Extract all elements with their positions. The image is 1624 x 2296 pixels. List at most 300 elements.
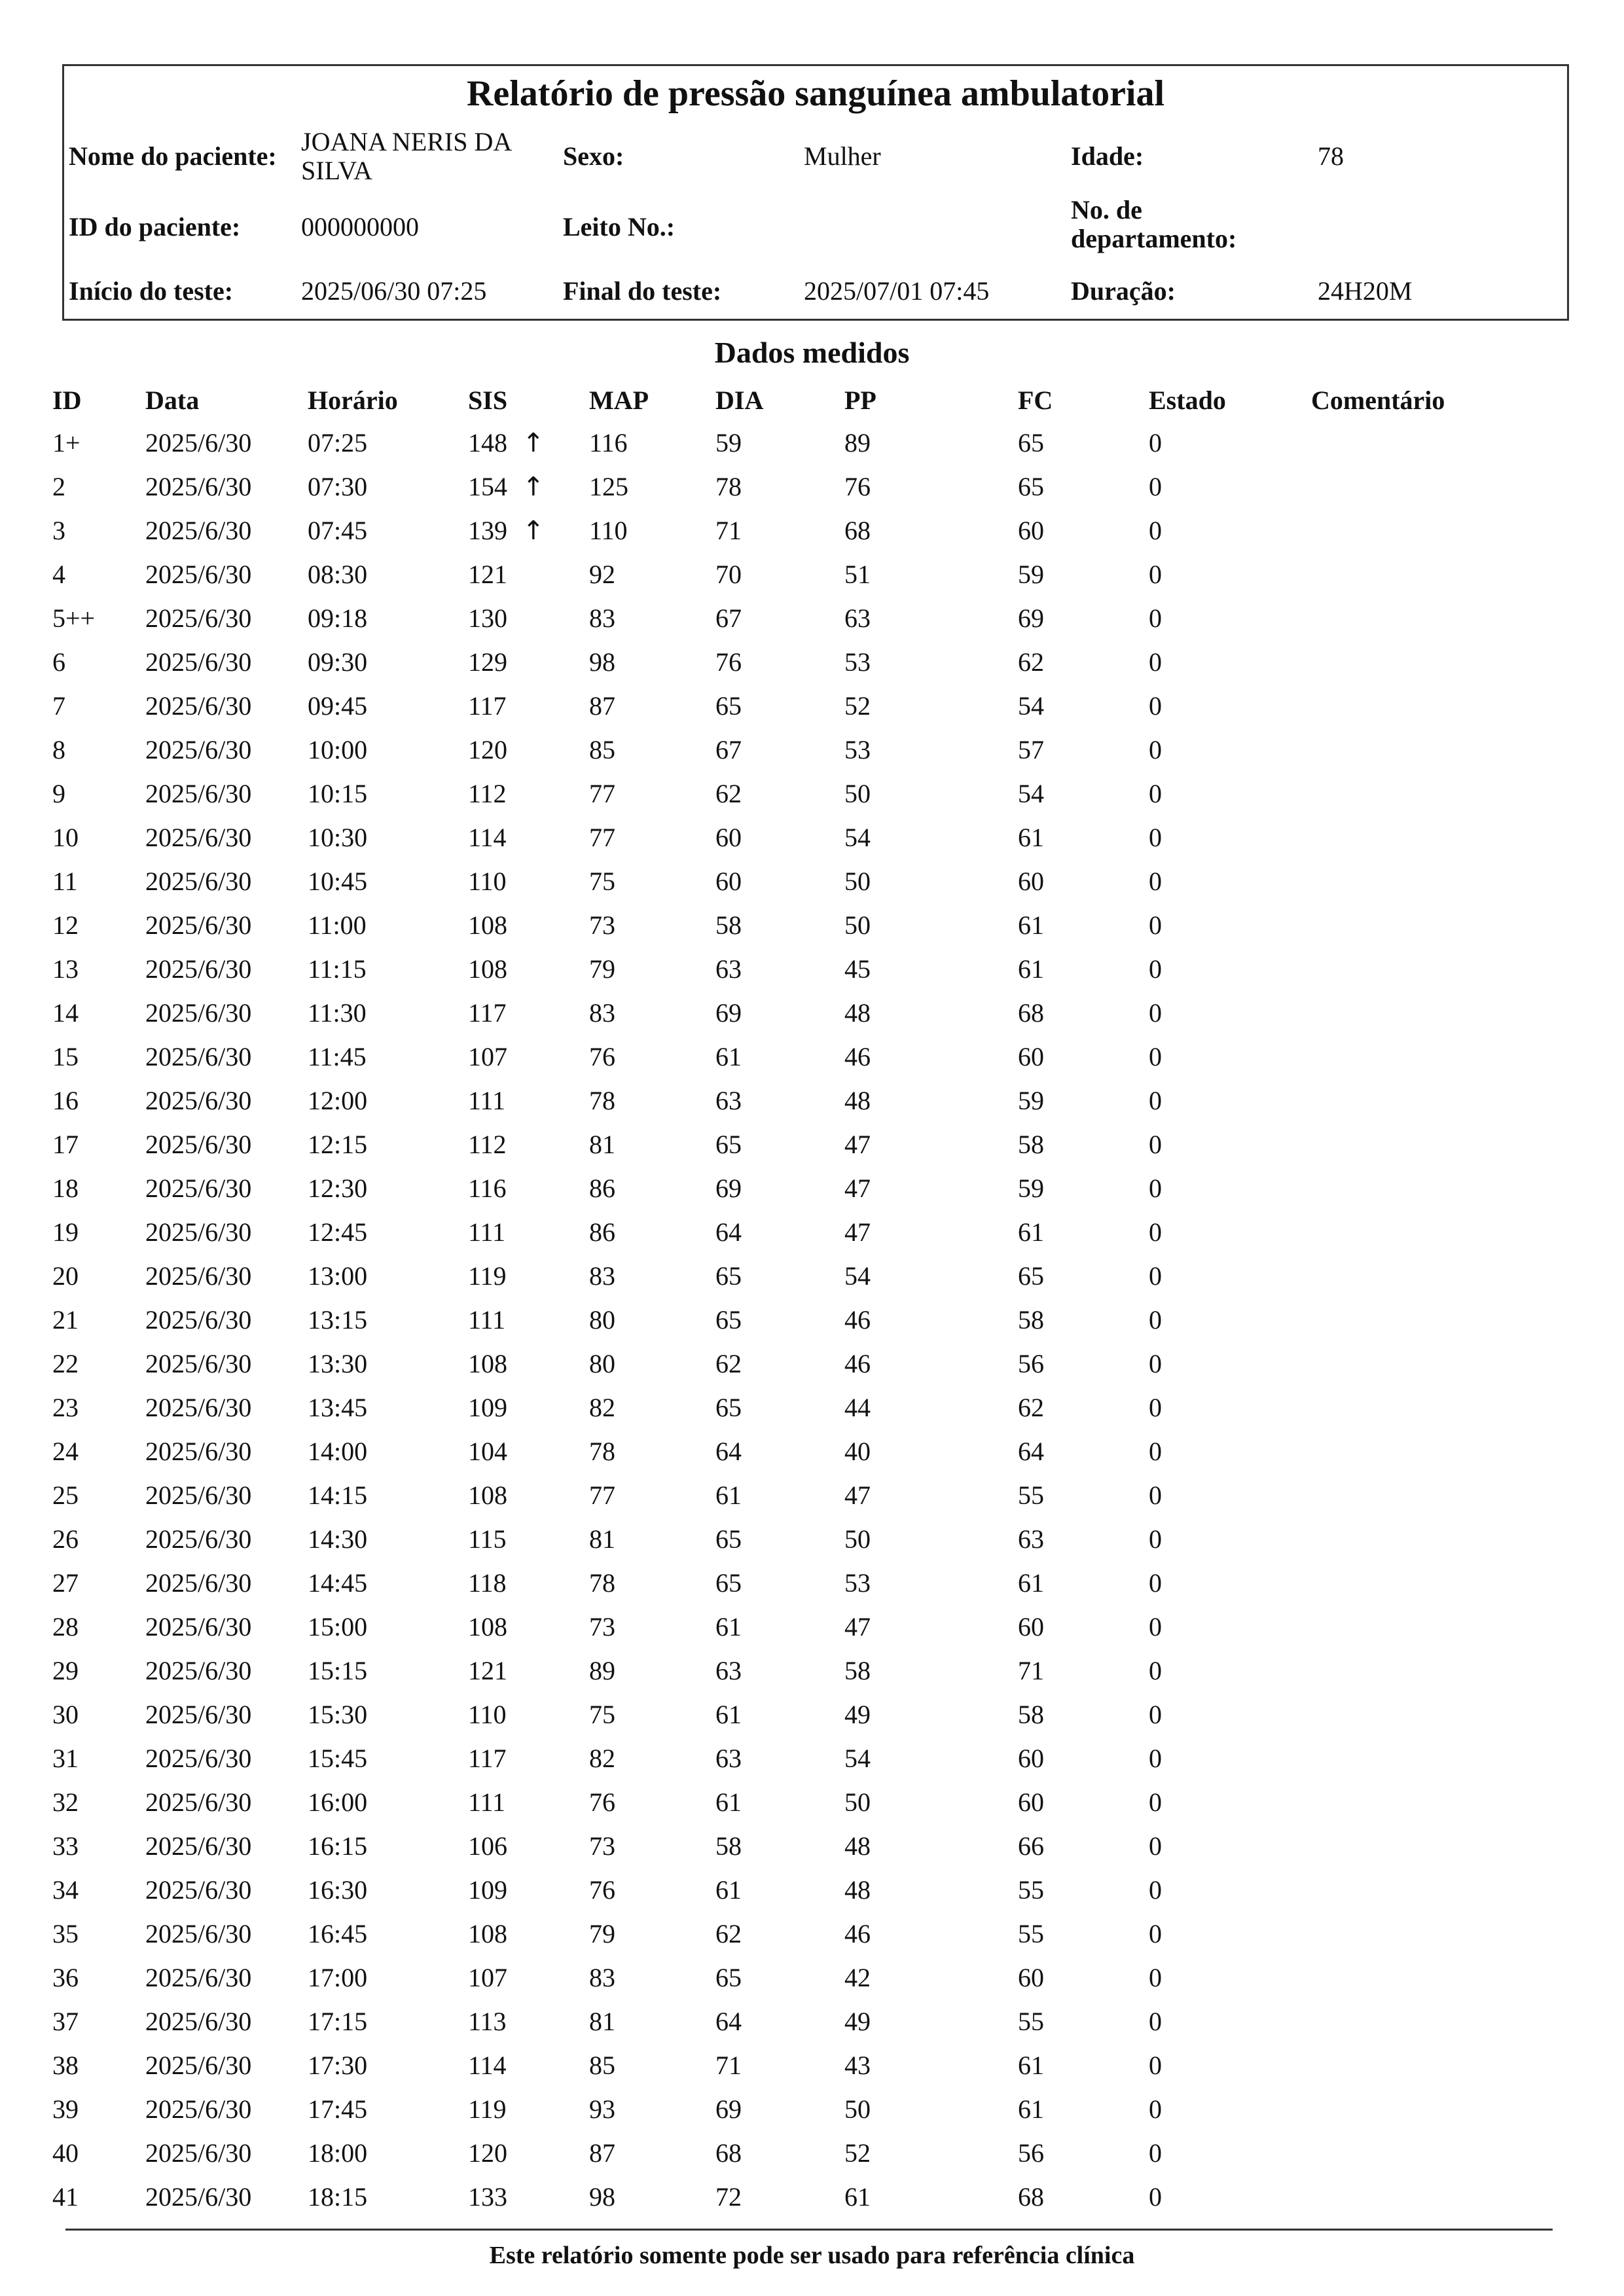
cell-fc: 61 [1018,910,1044,940]
cell-map: 98 [589,647,615,677]
test-start-value: 2025/06/30 07:25 [301,276,487,306]
cell-id: 3 [52,516,65,545]
cell-fc: 61 [1018,2094,1044,2124]
cell-dia: 64 [715,2007,742,2036]
cell-dia: 67 [715,603,742,633]
cell-date: 2025/6/30 [145,735,252,764]
cell-id: 16 [52,1086,79,1115]
cell-fc: 60 [1018,1963,1044,1992]
cell-time: 14:15 [308,1480,368,1510]
cell-pp: 43 [844,2051,871,2080]
cell-time: 09:30 [308,647,368,677]
cell-id: 1+ [52,428,81,457]
duration-label: Duração: [1071,276,1176,306]
cell-pp: 63 [844,603,871,633]
cell-pp: 50 [844,1787,871,1817]
cell-id: 11 [52,867,78,896]
cell-map: 87 [589,2138,615,2168]
cell-time: 11:30 [308,998,367,1028]
cell-date: 2025/6/30 [145,1831,252,1861]
cell-time: 11:15 [308,954,367,984]
cell-state: 0 [1149,1787,1162,1817]
department-label-line2: departamento: [1071,224,1237,253]
cell-fc: 62 [1018,647,1044,677]
cell-id: 38 [52,2051,79,2080]
cell-sis: 117 [468,691,507,721]
cell-state: 0 [1149,560,1162,589]
cell-fc: 68 [1018,2182,1044,2212]
cell-dia: 71 [715,2051,742,2080]
cell-sis: 109 [468,1875,507,1905]
cell-time: 11:00 [308,910,367,940]
cell-time: 11:45 [308,1042,367,1071]
table-row [0,909,1624,953]
high-value-arrow-icon: ↑ [522,472,545,502]
cell-dia: 63 [715,1744,742,1773]
cell-map: 81 [589,1130,615,1159]
cell-state: 0 [1149,1217,1162,1247]
cell-map: 87 [589,691,615,721]
cell-dia: 69 [715,2094,742,2124]
cell-sis: 111 [468,1787,506,1817]
cell-map: 75 [589,867,615,896]
cell-map: 93 [589,2094,615,2124]
table-row [0,2137,1624,2181]
cell-dia: 69 [715,1174,742,1203]
cell-pp: 48 [844,1086,871,1115]
cell-dia: 72 [715,2182,742,2212]
footer-disclaimer: Este relatório somente pode ser usado para referência clínica [489,2242,1135,2269]
cell-date: 2025/6/30 [145,1086,252,1115]
column-header-pp: PP [844,386,876,415]
cell-state: 0 [1149,1875,1162,1905]
table-row [0,558,1624,602]
sex-label: Sexo: [563,141,624,171]
cell-pp: 53 [844,735,871,764]
column-header-date: Data [145,386,200,415]
cell-dia: 61 [715,1612,742,1641]
cell-time: 12:45 [308,1217,368,1247]
cell-dia: 69 [715,998,742,1028]
cell-map: 83 [589,998,615,1028]
cell-id: 30 [52,1700,79,1729]
cell-map: 116 [589,428,628,457]
table-row [0,997,1624,1041]
cell-date: 2025/6/30 [145,1305,252,1335]
cell-time: 15:45 [308,1744,368,1773]
cell-pp: 47 [844,1130,871,1159]
column-header-comment: Comentário [1311,386,1445,415]
cell-date: 2025/6/30 [145,2182,252,2212]
cell-sis: 117 [468,1744,507,1773]
cell-state: 0 [1149,1393,1162,1422]
cell-map: 125 [589,472,628,501]
cell-id: 25 [52,1480,79,1510]
cell-sis: 112 [468,1130,507,1159]
cell-date: 2025/6/30 [145,1919,252,1948]
cell-id: 5++ [52,603,96,633]
cell-map: 76 [589,1042,615,1071]
cell-id: 36 [52,1963,79,1992]
table-row [0,1216,1624,1260]
cell-dia: 68 [715,2138,742,2168]
cell-dia: 65 [715,1305,742,1335]
table-row [0,778,1624,821]
cell-time: 18:00 [308,2138,368,2168]
cell-id: 10 [52,823,79,852]
cell-dia: 63 [715,954,742,984]
cell-sis: 115 [468,1524,507,1554]
cell-map: 89 [589,1656,615,1685]
cell-time: 08:30 [308,560,368,589]
cell-pp: 46 [844,1042,871,1071]
cell-pp: 53 [844,647,871,677]
patient-name-label: Nome do paciente: [69,141,277,171]
cell-pp: 54 [844,1261,871,1291]
cell-sis: 111 [468,1305,506,1335]
cell-dia: 64 [715,1437,742,1466]
cell-sis: 111 [468,1086,506,1115]
table-row [0,1304,1624,1348]
cell-state: 0 [1149,472,1162,501]
cell-time: 12:30 [308,1174,368,1203]
cell-sis: 108 [468,1480,507,1510]
cell-fc: 54 [1018,779,1044,808]
cell-state: 0 [1149,1700,1162,1729]
cell-time: 12:00 [308,1086,368,1115]
cell-time: 10:15 [308,779,368,808]
cell-time: 07:45 [308,516,368,545]
cell-state: 0 [1149,1305,1162,1335]
table-row [0,1874,1624,1918]
cell-sis: 113 [468,2007,507,2036]
table-row [0,1128,1624,1172]
cell-dia: 65 [715,1524,742,1554]
cell-time: 13:45 [308,1393,368,1422]
cell-time: 13:30 [308,1349,368,1378]
cell-pp: 52 [844,2138,871,2168]
cell-id: 32 [52,1787,79,1817]
cell-sis: 117 [468,998,507,1028]
cell-time: 17:15 [308,2007,368,2036]
cell-id: 35 [52,1919,79,1948]
cell-fc: 60 [1018,1744,1044,1773]
cell-pp: 47 [844,1480,871,1510]
cell-sis: 111 [468,1217,506,1247]
cell-id: 17 [52,1130,79,1159]
patient-id-value: 000000000 [301,212,419,242]
cell-id: 29 [52,1656,79,1685]
cell-id: 15 [52,1042,79,1071]
cell-date: 2025/6/30 [145,2051,252,2080]
footer-divider [65,2229,1553,2231]
cell-state: 0 [1149,1042,1162,1071]
cell-map: 83 [589,1963,615,1992]
table-row [0,1655,1624,1698]
cell-map: 80 [589,1349,615,1378]
cell-fc: 56 [1018,1349,1044,1378]
cell-date: 2025/6/30 [145,779,252,808]
cell-date: 2025/6/30 [145,998,252,1028]
cell-id: 39 [52,2094,79,2124]
cell-dia: 60 [715,867,742,896]
cell-fc: 61 [1018,823,1044,852]
cell-pp: 42 [844,1963,871,1992]
cell-state: 0 [1149,735,1162,764]
cell-date: 2025/6/30 [145,1174,252,1203]
cell-sis: 116 [468,1174,507,1203]
cell-state: 0 [1149,998,1162,1028]
cell-id: 27 [52,1568,79,1598]
cell-state: 0 [1149,1612,1162,1641]
cell-dia: 59 [715,428,742,457]
cell-time: 14:00 [308,1437,368,1466]
cell-map: 75 [589,1700,615,1729]
cell-pp: 46 [844,1305,871,1335]
cell-map: 81 [589,1524,615,1554]
cell-map: 110 [589,516,628,545]
table-row [0,1742,1624,1786]
cell-sis: 130 [468,603,507,633]
column-header-dia: DIA [715,386,764,415]
cell-sis: 121 [468,1656,507,1685]
table-row [0,1041,1624,1085]
cell-map: 73 [589,1831,615,1861]
cell-time: 13:00 [308,1261,368,1291]
cell-map: 78 [589,1437,615,1466]
cell-time: 18:15 [308,2182,368,2212]
cell-date: 2025/6/30 [145,1261,252,1291]
cell-date: 2025/6/30 [145,516,252,545]
cell-pp: 44 [844,1393,871,1422]
table-row [0,1698,1624,1742]
cell-map: 73 [589,910,615,940]
cell-map: 76 [589,1875,615,1905]
cell-sis: 110 [468,867,507,896]
table-row [0,1567,1624,1611]
cell-time: 12:15 [308,1130,368,1159]
cell-date: 2025/6/30 [145,823,252,852]
cell-date: 2025/6/30 [145,1524,252,1554]
cell-id: 26 [52,1524,79,1554]
table-row [0,1962,1624,2005]
cell-state: 0 [1149,910,1162,940]
cell-state: 0 [1149,1656,1162,1685]
cell-pp: 50 [844,867,871,896]
cell-date: 2025/6/30 [145,691,252,721]
age-label: Idade: [1071,141,1144,171]
cell-id: 14 [52,998,79,1028]
cell-time: 17:45 [308,2094,368,2124]
cell-pp: 54 [844,823,871,852]
cell-sis: 110 [468,1700,507,1729]
cell-id: 34 [52,1875,79,1905]
cell-pp: 46 [844,1349,871,1378]
cell-sis: 106 [468,1831,507,1861]
table-row [0,2093,1624,2137]
table-row [0,1830,1624,1874]
cell-time: 17:30 [308,2051,368,2080]
high-value-arrow-icon: ↑ [522,428,545,458]
cell-id: 18 [52,1174,79,1203]
column-header-fc: FC [1018,386,1053,415]
cell-state: 0 [1149,603,1162,633]
cell-date: 2025/6/30 [145,954,252,984]
table-row [0,953,1624,997]
cell-pp: 48 [844,998,871,1028]
cell-dia: 76 [715,647,742,677]
cell-pp: 58 [844,1656,871,1685]
cell-pp: 45 [844,954,871,984]
cell-map: 82 [589,1393,615,1422]
cell-pp: 68 [844,516,871,545]
cell-fc: 69 [1018,603,1044,633]
cell-id: 19 [52,1217,79,1247]
cell-id: 23 [52,1393,79,1422]
cell-id: 33 [52,1831,79,1861]
cell-state: 0 [1149,1568,1162,1598]
cell-map: 86 [589,1174,615,1203]
cell-sis: 154 [468,472,507,501]
patient-name-value-line2: SILVA [301,156,372,185]
cell-time: 16:00 [308,1787,368,1817]
cell-state: 0 [1149,1744,1162,1773]
table-row [0,2005,1624,2049]
cell-id: 41 [52,2182,79,2212]
cell-map: 81 [589,2007,615,2036]
cell-dia: 65 [715,1261,742,1291]
cell-fc: 60 [1018,1787,1044,1817]
table-row [0,1523,1624,1567]
cell-id: 31 [52,1744,79,1773]
cell-date: 2025/6/30 [145,560,252,589]
cell-time: 16:15 [308,1831,368,1861]
cell-state: 0 [1149,647,1162,677]
cell-map: 79 [589,954,615,984]
cell-time: 14:45 [308,1568,368,1598]
cell-time: 14:30 [308,1524,368,1554]
cell-state: 0 [1149,1524,1162,1554]
cell-pp: 47 [844,1217,871,1247]
cell-date: 2025/6/30 [145,2094,252,2124]
cell-date: 2025/6/30 [145,603,252,633]
cell-date: 2025/6/30 [145,2138,252,2168]
cell-dia: 65 [715,1393,742,1422]
cell-state: 0 [1149,1086,1162,1115]
cell-pp: 89 [844,428,871,457]
cell-sis: 120 [468,735,507,764]
report-title: Relatório de pressão sanguínea ambulatorial [466,73,1165,114]
table-row [0,1918,1624,1962]
cell-pp: 61 [844,2182,871,2212]
cell-state: 0 [1149,823,1162,852]
cell-time: 10:30 [308,823,368,852]
cell-fc: 57 [1018,735,1044,764]
cell-id: 12 [52,910,79,940]
cell-id: 4 [52,560,65,589]
table-row [0,646,1624,690]
cell-dia: 62 [715,1349,742,1378]
cell-sis: 148 [468,428,507,457]
cell-dia: 58 [715,1831,742,1861]
test-end-value: 2025/07/01 07:45 [804,276,990,306]
cell-date: 2025/6/30 [145,1042,252,1071]
table-row [0,602,1624,646]
cell-date: 2025/6/30 [145,1787,252,1817]
cell-pp: 48 [844,1875,871,1905]
cell-state: 0 [1149,691,1162,721]
cell-fc: 55 [1018,1480,1044,1510]
cell-pp: 46 [844,1919,871,1948]
cell-state: 0 [1149,779,1162,808]
cell-sis: 114 [468,823,507,852]
cell-pp: 54 [844,1744,871,1773]
cell-dia: 71 [715,516,742,545]
cell-fc: 59 [1018,1174,1044,1203]
cell-fc: 58 [1018,1130,1044,1159]
cell-time: 13:15 [308,1305,368,1335]
cell-time: 10:45 [308,867,368,896]
cell-fc: 60 [1018,516,1044,545]
table-row [0,2049,1624,2093]
cell-sis: 118 [468,1568,507,1598]
cell-state: 0 [1149,2007,1162,2036]
cell-time: 16:45 [308,1919,368,1948]
table-row [0,1085,1624,1128]
cell-date: 2025/6/30 [145,1875,252,1905]
cell-id: 28 [52,1612,79,1641]
cell-sis: 119 [468,2094,507,2124]
cell-fc: 65 [1018,472,1044,501]
cell-id: 40 [52,2138,79,2168]
cell-state: 0 [1149,2094,1162,2124]
cell-fc: 55 [1018,1919,1044,1948]
cell-date: 2025/6/30 [145,1437,252,1466]
cell-dia: 65 [715,1963,742,1992]
measured-data-title: Dados medidos [714,336,910,369]
table-row [0,2181,1624,2225]
cell-sis: 129 [468,647,507,677]
cell-fc: 58 [1018,1700,1044,1729]
age-value: 78 [1318,141,1344,171]
cell-date: 2025/6/30 [145,1656,252,1685]
cell-pp: 48 [844,1831,871,1861]
cell-sis: 107 [468,1963,507,1992]
cell-state: 0 [1149,1349,1162,1378]
cell-dia: 60 [715,823,742,852]
cell-dia: 65 [715,691,742,721]
cell-state: 0 [1149,1919,1162,1948]
patient-name-value-line1: JOANA NERIS DA [301,127,513,156]
cell-sis: 139 [468,516,507,545]
table-row [0,427,1624,471]
table-row [0,1348,1624,1391]
cell-state: 0 [1149,954,1162,984]
cell-pp: 47 [844,1174,871,1203]
cell-date: 2025/6/30 [145,428,252,457]
cell-pp: 49 [844,2007,871,2036]
cell-id: 8 [52,735,65,764]
cell-map: 78 [589,1086,615,1115]
table-row [0,865,1624,909]
table-row [0,1391,1624,1435]
table-row [0,471,1624,514]
cell-fc: 62 [1018,1393,1044,1422]
cell-fc: 66 [1018,1831,1044,1861]
cell-state: 0 [1149,1261,1162,1291]
cell-id: 6 [52,647,65,677]
cell-date: 2025/6/30 [145,1480,252,1510]
